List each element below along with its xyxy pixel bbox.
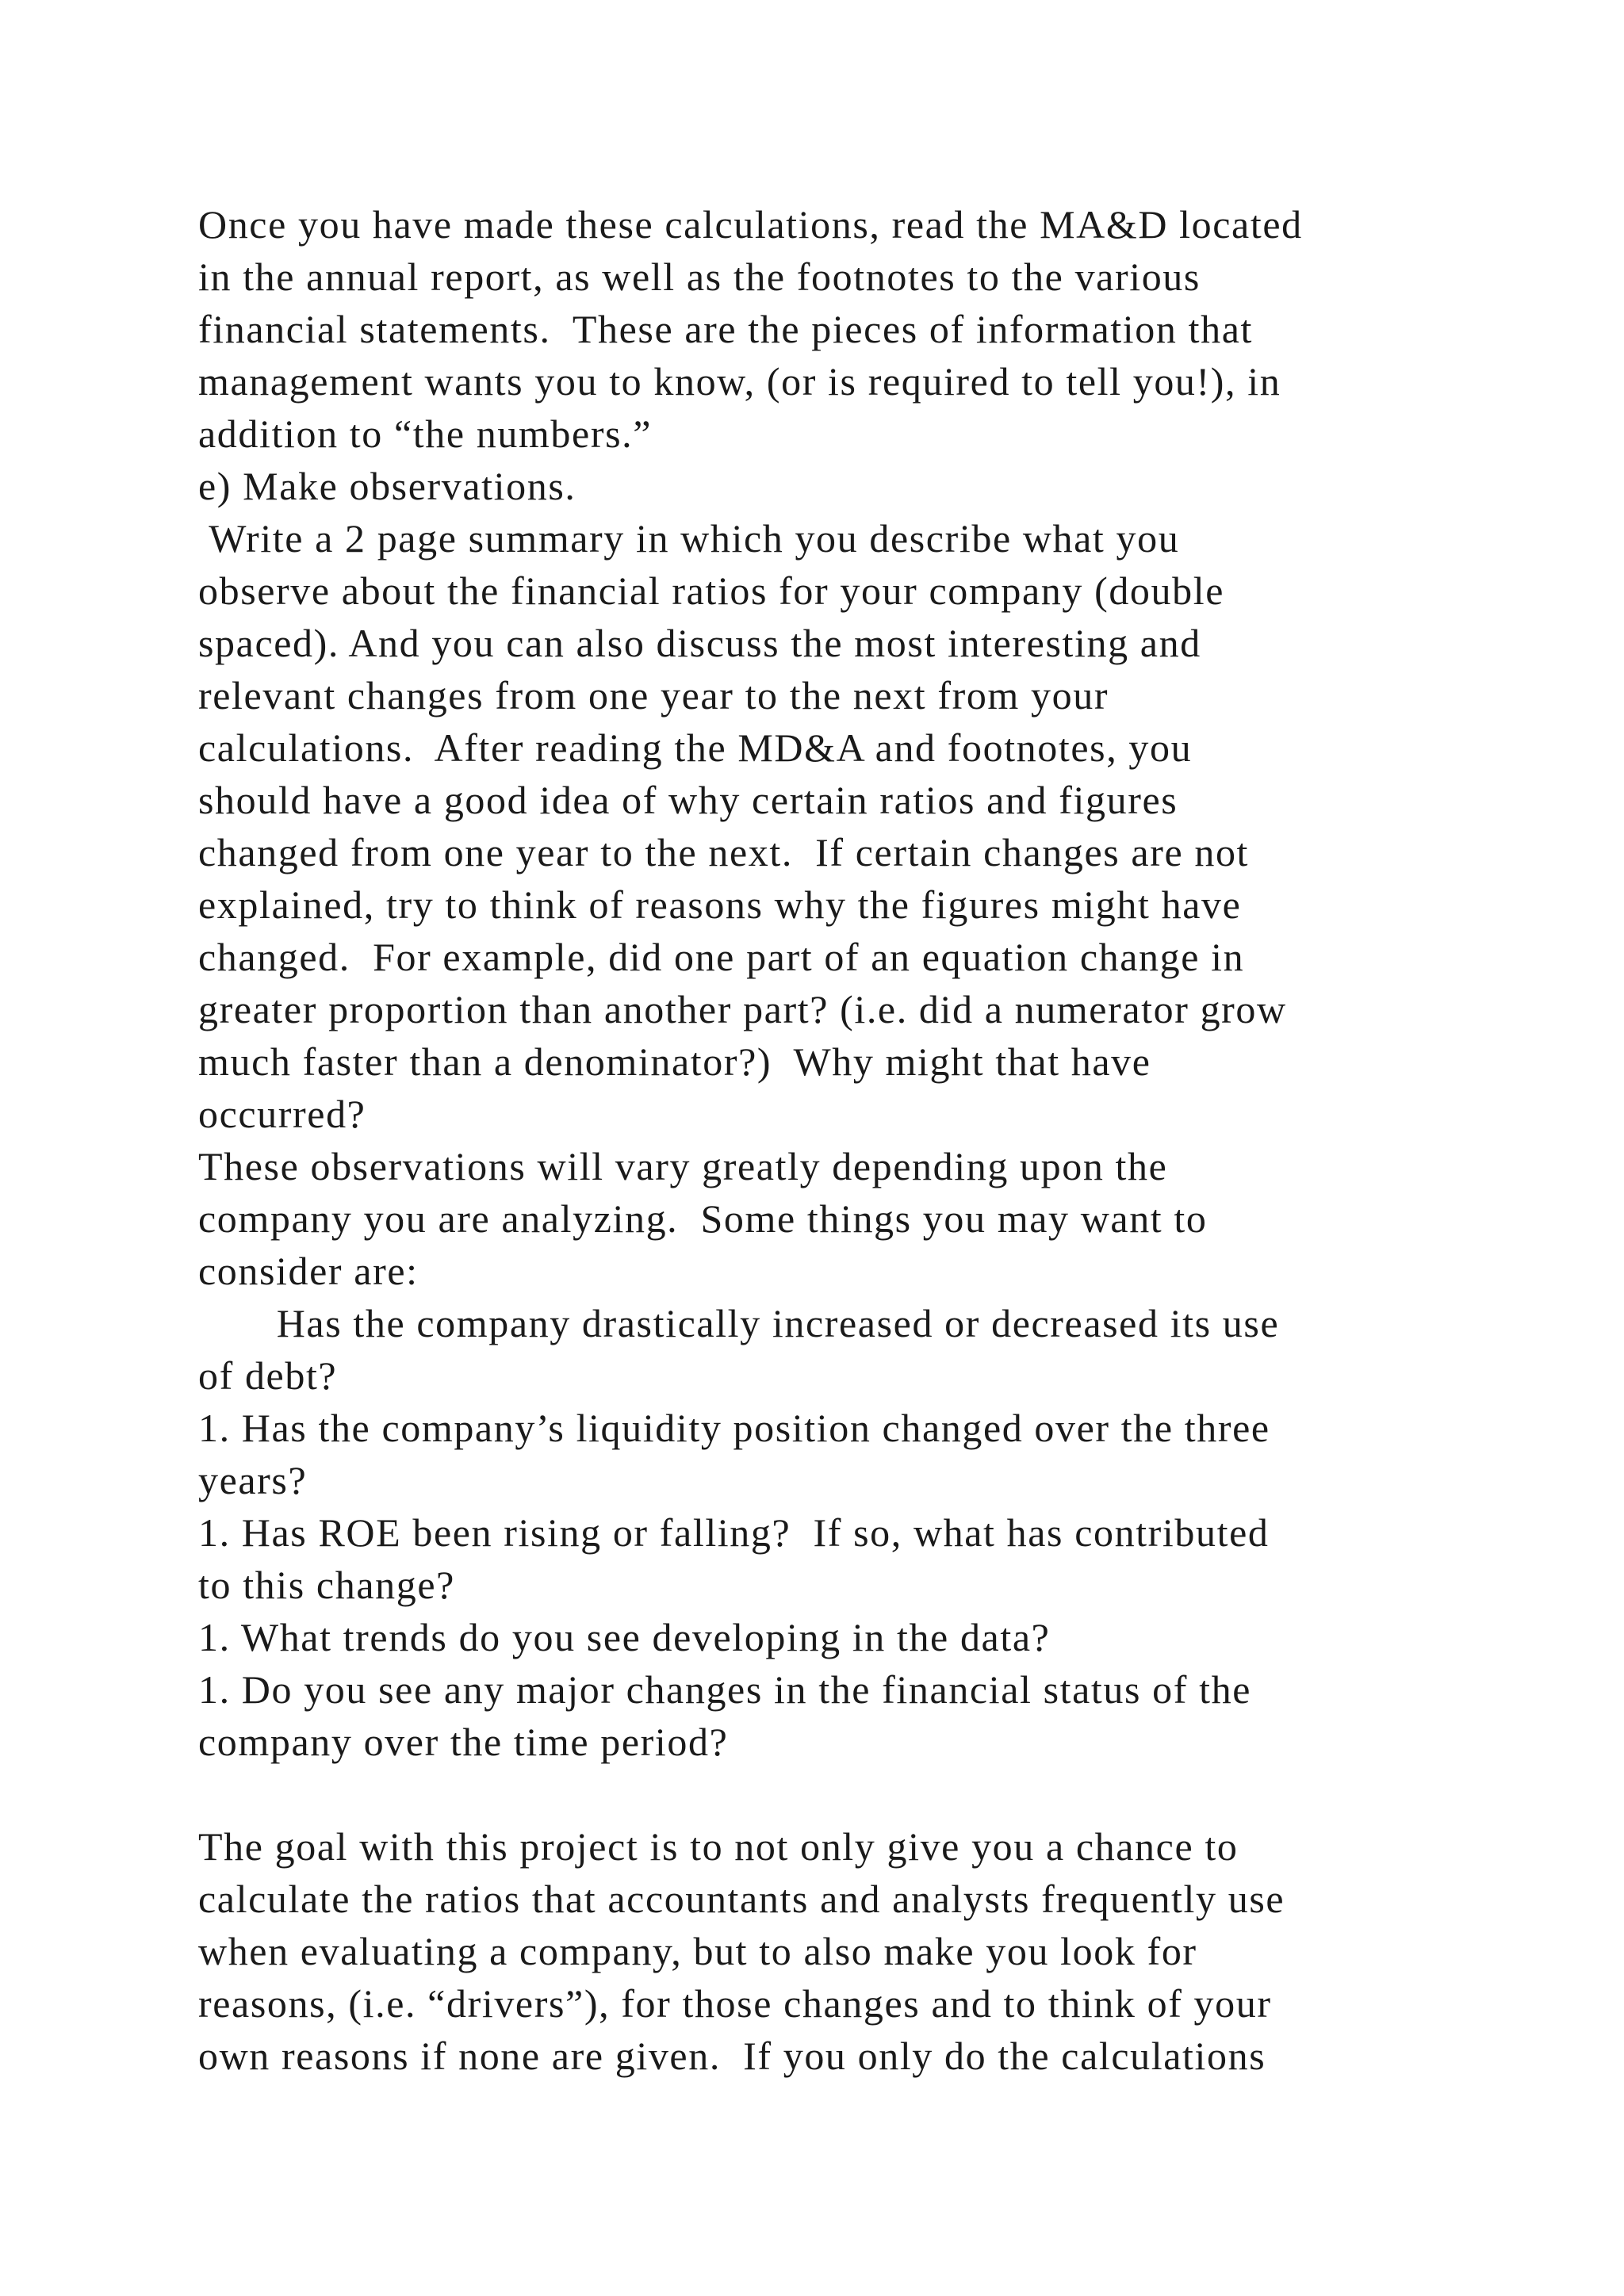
text-line: These observations will vary greatly depending upon the	[198, 1144, 1168, 1188]
list-item: 1. Do you see any major changes in the financial status of the	[198, 1667, 1252, 1712]
text-line: spaced). And you can also discuss the most interesting and	[198, 621, 1201, 665]
list-item: company over the time period?	[198, 1720, 729, 1764]
list-item: 1. Has the company’s liquidity position changed over the three	[198, 1406, 1270, 1450]
text-line: own reasons if none are given. If you only do the calculations	[198, 2034, 1266, 2078]
body-text	[198, 198, 1507, 2082]
text-line: Once you have made these calculations, read the MA&D located	[198, 202, 1303, 247]
text-line: Write a 2 page summary in which you describe what you	[198, 516, 1180, 561]
text-line: reasons, (i.e. “drivers”), for those changes and to think of your	[198, 1981, 1272, 2026]
text-line: changed from one year to the next. If certain changes are not	[198, 830, 1250, 874]
section-heading: e) Make observations.	[198, 464, 576, 508]
text-line: should have a good idea of why certain ratios and figures	[198, 778, 1178, 822]
list-item: of debt?	[198, 1353, 338, 1398]
text-line: management wants you to know, (or is required to tell you!), in	[198, 359, 1281, 404]
text-line: The goal with this project is to not only give you a chance to	[198, 1824, 1239, 1869]
text-line: relevant changes from one year to the next from your	[198, 673, 1109, 718]
blank-line	[198, 1768, 1507, 1820]
text-line: calculate the ratios that accountants and analysts frequently use	[198, 1877, 1285, 1921]
list-item: years?	[198, 1458, 308, 1502]
text-line: addition to “the numbers.”	[198, 411, 653, 456]
text-line: much faster than a denominator?) Why might that have	[198, 1039, 1151, 1084]
text-line: explained, try to think of reasons why the figures might have	[198, 882, 1242, 927]
list-item: to this change?	[198, 1563, 455, 1607]
list-item: 1. What trends do you see developing in the data?	[198, 1615, 1051, 1659]
list-item: 1. Has ROE been rising or falling? If so, what has contributed	[198, 1510, 1270, 1555]
text-line: observe about the financial ratios for your company (double	[198, 568, 1225, 613]
text-line: company you are analyzing. Some things you may want to	[198, 1196, 1208, 1241]
list-item: Has the company drastically increased or decreased its use	[198, 1301, 1280, 1345]
text-line: calculations. After reading the MD&A and footnotes, you	[198, 725, 1193, 770]
text-line: in the annual report, as well as the footnotes to the various	[198, 254, 1201, 299]
text-line: consider are:	[198, 1249, 419, 1293]
text-line: greater proportion than another part? (i.e. did a numerator grow	[198, 987, 1287, 1031]
text-line: financial statements. These are the pieces of information that	[198, 307, 1253, 351]
text-line: occurred?	[198, 1092, 366, 1136]
text-line: changed. For example, did one part of an equation change in	[198, 935, 1245, 979]
text-line: when evaluating a company, but to also make you look for	[198, 1929, 1197, 1973]
